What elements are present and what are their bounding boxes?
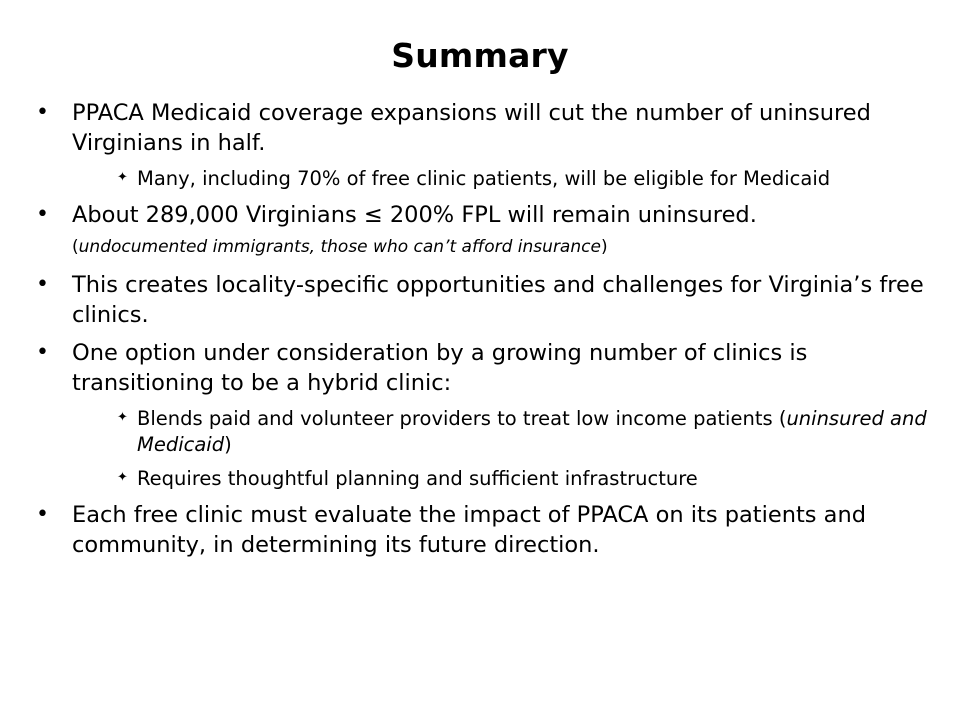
bullet-remain-uninsured bbox=[36, 200, 936, 262]
paren-close: ) bbox=[600, 237, 608, 257]
sub-text-pre: Blends paid and volunteer providers to treat low income patients ( bbox=[137, 407, 787, 430]
bullet-icon: • bbox=[36, 100, 49, 125]
sub-bullet-text: Requires thoughtful planning and sufficient infrastructure bbox=[137, 467, 698, 490]
sub-text-italic: uninsured and Medicaid bbox=[137, 407, 927, 456]
diamond-bullet-icon: ✦ bbox=[117, 170, 128, 185]
diamond-bullet-icon: ✦ bbox=[117, 470, 128, 485]
sub-bullet-blends bbox=[117, 406, 936, 458]
bullet-icon: • bbox=[36, 340, 49, 365]
sub-bullet-planning bbox=[117, 466, 936, 492]
paren-italic-text: undocumented immigrants, those who can’t afford insurance bbox=[78, 237, 601, 257]
diamond-bullet-icon: ✦ bbox=[117, 410, 128, 425]
bullet-text: One option under consideration by a growing number of clinics is transitioning to be a hybrid clinic: bbox=[72, 340, 808, 396]
bullet-opportunities bbox=[36, 270, 936, 330]
bullet-icon: • bbox=[36, 272, 49, 297]
sub-text-post: ) bbox=[224, 433, 232, 456]
bullet-icon: • bbox=[36, 202, 49, 227]
slide-title: Summary bbox=[391, 36, 569, 75]
bullet-list bbox=[36, 98, 936, 568]
bullet-hybrid-option bbox=[36, 338, 936, 398]
sub-bullet-eligible bbox=[117, 166, 936, 192]
sub-bullet-text bbox=[137, 407, 927, 456]
sub-bullet-text: Many, including 70% of free clinic patients, will be eligible for Medicaid bbox=[137, 167, 831, 190]
bullet-evaluate-impact bbox=[36, 500, 936, 560]
paren-open: ( bbox=[72, 237, 79, 257]
bullet-text: This creates locality-specific opportunities and challenges for Virginia’s free clinics. bbox=[72, 272, 924, 328]
bullet-medicaid-expansion bbox=[36, 98, 936, 158]
bullet-text: PPACA Medicaid coverage expansions will cut the number of uninsured Virginians in half. bbox=[72, 100, 871, 156]
bullet-text: About 289,000 Virginians ≤ 200% FPL will remain uninsured. bbox=[72, 202, 757, 228]
bullet-parenthetical bbox=[72, 237, 608, 257]
bullet-text: Each free clinic must evaluate the impact of PPACA on its patients and community, in determining its future direction. bbox=[72, 502, 866, 558]
bullet-icon: • bbox=[36, 502, 49, 527]
